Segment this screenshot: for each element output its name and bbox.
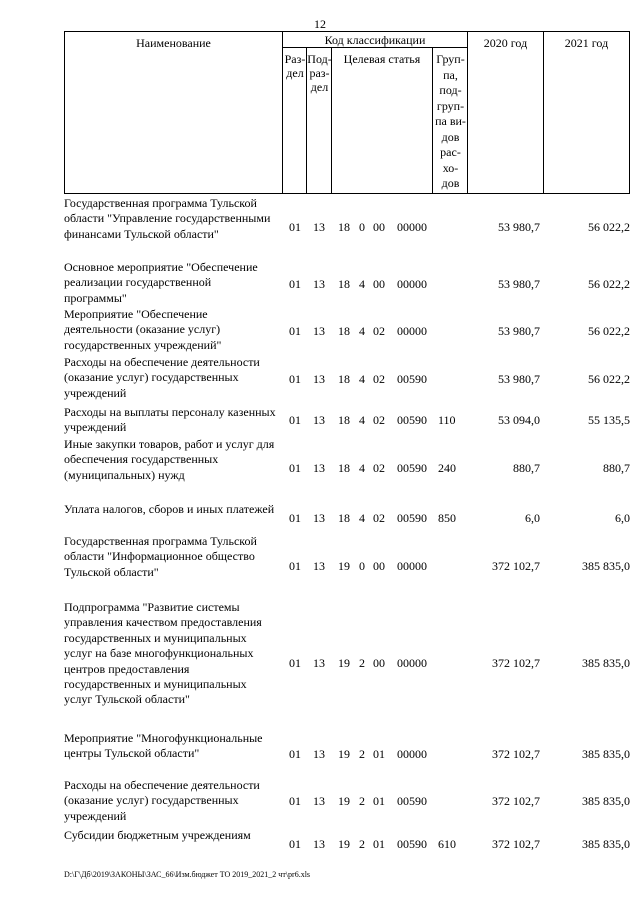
row-target-1: 19 <box>338 559 350 573</box>
row-target-4: 00590 <box>397 794 427 808</box>
row-name: Расходы на обеспечение деятельности (оказание услуг) государственных учреждений <box>64 355 260 400</box>
row-razdel: 01 <box>289 559 301 573</box>
header-group-line: дов <box>441 176 460 190</box>
header-razdel-line: Раз- <box>284 52 306 66</box>
row-razdel: 01 <box>289 461 301 475</box>
row-target-2: 4 <box>359 277 365 291</box>
row-target-2: 4 <box>359 372 365 386</box>
row-target-4: 00000 <box>397 324 427 338</box>
row-value-2020: 880,7 <box>513 461 540 475</box>
row-value-2020: 6,0 <box>525 511 540 525</box>
header-podrazdel-line: дел <box>310 80 329 94</box>
row-podrazdel: 13 <box>313 794 325 808</box>
row-podrazdel: 13 <box>313 511 325 525</box>
row-razdel: 01 <box>289 277 301 291</box>
row-razdel: 01 <box>289 324 301 338</box>
row-value-2020: 372 102,7 <box>492 794 540 808</box>
row-podrazdel: 13 <box>313 413 325 427</box>
row-target-2: 2 <box>359 794 365 808</box>
header-razdel-line: дел <box>286 66 304 80</box>
row-target-2: 0 <box>359 220 365 234</box>
row-target-1: 18 <box>338 413 350 427</box>
row-name: Уплата налогов, сборов и иных платежей <box>64 502 275 516</box>
header-2020: 2020 год <box>483 36 528 50</box>
row-razdel: 01 <box>289 837 301 851</box>
row-podrazdel: 13 <box>313 220 325 234</box>
row-value-2021: 56 022,2 <box>588 324 630 338</box>
row-value-2021: 56 022,2 <box>588 277 630 291</box>
row-target-3: 02 <box>373 461 385 475</box>
row-target-3: 00 <box>373 220 385 234</box>
row-target-3: 02 <box>373 372 385 386</box>
row-target-1: 18 <box>338 324 350 338</box>
row-target-3: 00 <box>373 277 385 291</box>
header-code: Код классификации <box>324 33 426 47</box>
header-2021: 2021 год <box>564 36 609 50</box>
row-target-2: 0 <box>359 559 365 573</box>
row-value-2020: 53 980,7 <box>498 220 540 234</box>
row-podrazdel: 13 <box>313 277 325 291</box>
row-target-1: 19 <box>338 747 350 761</box>
header-target: Целевая статья <box>343 52 421 66</box>
row-name: Мероприятие "Многофункциональные центры Тульской области" <box>64 731 263 761</box>
header-group-line: груп- <box>436 98 465 113</box>
row-target-1: 18 <box>338 511 350 525</box>
row-value-2021: 55 135,5 <box>588 413 630 427</box>
row-target-4: 00000 <box>397 656 427 670</box>
header-group-cell <box>432 47 468 194</box>
row-podrazdel: 13 <box>313 656 325 670</box>
row-razdel: 01 <box>289 747 301 761</box>
row-target-4: 00000 <box>397 747 427 761</box>
row-target-2: 4 <box>359 511 365 525</box>
row-value-2021: 385 835,0 <box>582 559 630 573</box>
row-target-3: 01 <box>373 747 385 761</box>
row-value-2021: 56 022,2 <box>588 372 630 386</box>
header-razdel-cell <box>282 47 307 194</box>
row-razdel: 01 <box>289 794 301 808</box>
row-podrazdel: 13 <box>313 324 325 338</box>
row-name: Иные закупки товаров, работ и услуг для обеспечения государственных (муниципальных) нужд <box>64 437 275 482</box>
row-podrazdel: 13 <box>313 461 325 475</box>
header-group-line: дов <box>441 129 460 144</box>
row-target-2: 4 <box>359 461 365 475</box>
row-name: Основное мероприятие "Обеспечение реализации государственной программы" <box>64 260 258 305</box>
row-podrazdel: 13 <box>313 559 325 573</box>
row-target-4: 00000 <box>397 277 427 291</box>
row-value-2020: 53 094,0 <box>498 413 540 427</box>
row-name: Расходы на выплаты персоналу казенных учреждений <box>64 405 276 435</box>
row-target-4: 00590 <box>397 372 427 386</box>
header-podrazdel-line: Под- <box>307 52 332 66</box>
row-name: Мероприятие "Обеспечение деятельности (оказание услуг) государственных учреждений" <box>64 307 222 352</box>
row-target-4: 00000 <box>397 559 427 573</box>
row-razdel: 01 <box>289 413 301 427</box>
row-value-2021: 56 022,2 <box>588 220 630 234</box>
row-value-2021: 6,0 <box>615 511 630 525</box>
header-2020-cell <box>467 31 544 194</box>
header-name: Наименование <box>136 36 211 50</box>
row-value-2020: 372 102,7 <box>492 559 540 573</box>
header-name-cell <box>64 31 283 194</box>
row-target-1: 19 <box>338 794 350 808</box>
header-group-line: па ви- <box>435 114 466 128</box>
header-group-line: под- <box>439 83 462 97</box>
header-group-line: Груп- <box>436 52 465 66</box>
row-razdel: 01 <box>289 372 301 386</box>
row-name: Государственная программа Тульской области "Управление государственными финансами Тульской области" <box>64 196 271 241</box>
row-podrazdel: 13 <box>313 747 325 761</box>
row-value-2020: 53 980,7 <box>498 324 540 338</box>
row-value-2020: 372 102,7 <box>492 837 540 851</box>
header-podrazdel-line: раз- <box>309 66 330 80</box>
row-target-1: 19 <box>338 656 350 670</box>
row-value-2021: 385 835,0 <box>582 656 630 670</box>
row-target-1: 18 <box>338 372 350 386</box>
row-target-4: 00000 <box>397 220 427 234</box>
row-target-2: 2 <box>359 747 365 761</box>
row-target-2: 4 <box>359 324 365 338</box>
row-target-4: 00590 <box>397 837 427 851</box>
row-podrazdel: 13 <box>313 372 325 386</box>
row-target-3: 02 <box>373 413 385 427</box>
row-podrazdel: 13 <box>313 837 325 851</box>
page-number: 12 <box>314 17 326 31</box>
row-value-2021: 385 835,0 <box>582 837 630 851</box>
row-value-2021: 880,7 <box>603 461 630 475</box>
file-path-footer: D:\Г\Дб\2019\ЗАКОНЫ\ЗАС_66\Изм.бюджет ТО 2019_2021_2 чт\pr6.xls <box>64 870 311 879</box>
header-group-line: рас- <box>440 145 461 159</box>
row-target-1: 18 <box>338 220 350 234</box>
row-target-4: 00590 <box>397 461 427 475</box>
row-group: 610 <box>438 837 456 851</box>
row-name: Расходы на обеспечение деятельности (оказание услуг) государственных учреждений <box>64 778 260 823</box>
row-group: 240 <box>438 461 456 475</box>
row-razdel: 01 <box>289 511 301 525</box>
row-razdel: 01 <box>289 220 301 234</box>
row-value-2021: 385 835,0 <box>582 747 630 761</box>
row-razdel: 01 <box>289 656 301 670</box>
row-target-3: 02 <box>373 511 385 525</box>
row-target-3: 00 <box>373 559 385 573</box>
row-value-2020: 372 102,7 <box>492 656 540 670</box>
row-value-2021: 385 835,0 <box>582 794 630 808</box>
row-value-2020: 53 980,7 <box>498 372 540 386</box>
row-target-3: 01 <box>373 837 385 851</box>
row-name: Субсидии бюджетным учреждениям <box>64 828 251 842</box>
row-name: Подпрограмма "Развитие системы управления качеством предоставления государственных и муниципальных услуг на базе многофункциональных центров предоставления государственных и муниципальных услуг Тульской области" <box>64 600 262 707</box>
header-group-line: па, <box>443 67 458 82</box>
row-target-2: 4 <box>359 413 365 427</box>
header-target-cell <box>331 47 433 194</box>
row-group: 850 <box>438 511 456 525</box>
row-target-2: 2 <box>359 656 365 670</box>
row-target-4: 00590 <box>397 511 427 525</box>
row-name: Государственная программа Тульской области "Информационное общество Тульской области" <box>64 534 257 579</box>
row-group: 110 <box>438 413 456 427</box>
row-target-3: 02 <box>373 324 385 338</box>
row-target-3: 00 <box>373 656 385 670</box>
row-value-2020: 53 980,7 <box>498 277 540 291</box>
row-target-4: 00590 <box>397 413 427 427</box>
row-target-1: 18 <box>338 461 350 475</box>
row-target-3: 01 <box>373 794 385 808</box>
row-target-1: 18 <box>338 277 350 291</box>
header-code-cell <box>282 31 468 48</box>
header-group-line: хо- <box>442 160 459 175</box>
row-target-1: 19 <box>338 837 350 851</box>
row-value-2020: 372 102,7 <box>492 747 540 761</box>
header-2021-cell <box>543 31 630 194</box>
header-podrazdel-cell <box>306 47 332 194</box>
row-target-2: 2 <box>359 837 365 851</box>
